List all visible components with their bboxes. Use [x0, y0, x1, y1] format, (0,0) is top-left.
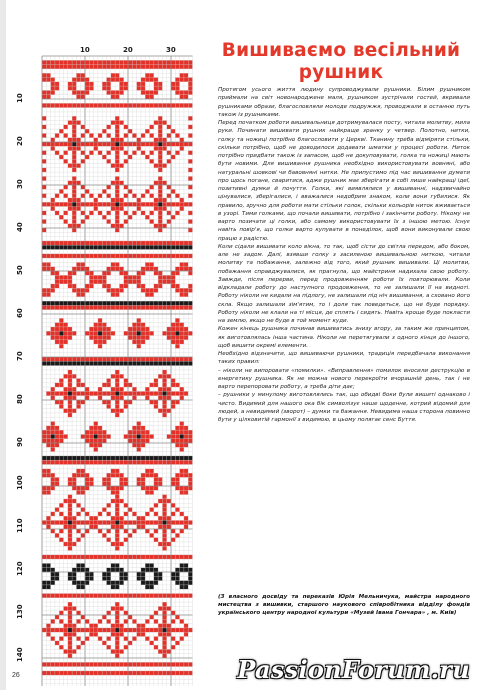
row-label: 130: [16, 604, 24, 619]
title-line-1: Вишиваємо весільний: [221, 40, 461, 61]
paragraph: Коли сідали вишивати коло вікна, то так, щоб сісти до світла передом, або боком, але не задом. Далі, взявши голку з засиленою вишивальною ниткою, читали молитву та побажання, залежно від того, який рушник вишивали. Ці молитви, побажання справджувалися, як прагнула, що майстриня надихала свою роботу. Завжди, після перерви, перед продовженням роботи їх повторювали. Коли відкладали роботу до наступного продовження, то не залишали її на видноті. Роботу ніколи не кидали на підлогу, не залишали під ніч вишивання, а сховано його скла. Якщо залишали зім'ятим, то і доля так поведеться, що не буде порядку. Роботу ніколи не клали на ті місця, де сплять і сидять. Навіть кроще буде покласти на землю, якщо не буде в той момент куди.: [218, 243, 470, 324]
row-label: 120: [16, 561, 24, 576]
column-label: 10: [80, 46, 90, 54]
paragraph: Перед початком роботи вишивальниця дотримувалася посту, читала молитву, мила руки. Починати вишивати рушник найкраще зранку у четвер. Полотно, нитки, голку та ножиці потрібно благословити у Церкві. Тканину треба відміряти стільки, скільки потрібно, щоб не доводилося додавати шматки у процесі роботи. Ниток потрібно придбати також із запасом, щоб не докуповувати, голка та ножиці мають бути новими. Для вишивання рушника необхідно використовувати вовняні, або натуральні шовкові чи бавовняні нитки. Не припустимо під час вишивання думати про щось погане, сваритися, адже рушник має зберігати в собі лише найкращі ідеї, позитивні думки й почуття. Голки, які виявлялися у вишиванні, надзвичайно цінувалися, зберігалися, і вважалися недобрим знаком, коли вони губилися. Як правило, зручно для роботи мати стільки голок, скільки кольорів ниток вживається в узорі. Тими голками, що почали вишивати, потрібно і закінчити роботу. Нікому не варто позичати ці голки, або самому використовувати їх з іншою метою. Існує навіть повір'я, що голки варто купувати в понеділок, щоб вони виконували свою працю з радістю.: [218, 120, 470, 242]
watermark: PassionForum.ru: [237, 655, 470, 684]
paragraph: Необхідно відзначити, що вишиваючи рушники, традиція передбачала виконання таких правил:: [218, 351, 470, 366]
cross-stitch-chart: [14, 46, 204, 682]
row-label: 90: [16, 437, 24, 447]
paragraph: Кожен кінець рушника починав вишиватись знизу вгору, за таким же принципом, як виготовлялась інша частина. Ніколи не перетягували з одного кінця до іншого, щоб вишити окремі елементи.: [218, 326, 470, 349]
column-label: 20: [123, 46, 133, 54]
row-label: 40: [16, 222, 24, 232]
row-label: 70: [16, 351, 24, 361]
row-label: 50: [16, 265, 24, 275]
paragraph: – рушники у минулому виготовлялись так, що обидві боки були вишиті однаково і чисто. Видимий для нашого ока бік символізує наше щоденне, котрий відомий для людей, а невидимий (зворот) – думки та бажання. Невидима наша сторона повинно бути у цілковитій гармонії з видимою, в цьому полягає сенс Буття.: [218, 392, 470, 423]
row-label: 10: [16, 93, 24, 103]
page-edge: [0, 0, 6, 690]
chart-grid: [38, 46, 203, 686]
row-label: 80: [16, 394, 24, 404]
row-label: 110: [16, 518, 24, 533]
article-body: [218, 86, 470, 424]
column-label: 30: [166, 46, 176, 54]
title-line-2: рушник: [298, 62, 384, 83]
paragraph: Протягом усього життя людину супроводжували рушники. Білим рушником приймали на світ новонароджене маля, рушником зустрічали гостей, вкривали рушниками образи, благословляли молоде подружжя, проводжали в останню путь також із рушниками.: [218, 87, 470, 118]
row-label: 30: [16, 179, 24, 189]
row-label: 100: [16, 475, 24, 490]
row-label: 20: [16, 136, 24, 146]
row-label: 60: [16, 308, 24, 318]
page-title: [212, 40, 470, 84]
page-number: 26: [12, 672, 20, 679]
row-label: 140: [16, 647, 24, 662]
source-credit: (З власного досвіду та переказів Юрія Мельничука, майстра народного мистецтва з вишивки, старшого наукового співробітника відділу фондів українського центру народної культури «Музей Івана Гончара» , м. Київ): [218, 594, 470, 617]
paragraph: – ніколи не випоровати «помилки». «Виправлення» помилок вносили деструкцію в енергетику рушника. Як не можна нового перекроїти вчорашній день, так і не варто перепоровати роботу, а треба діти дає;: [218, 367, 470, 390]
